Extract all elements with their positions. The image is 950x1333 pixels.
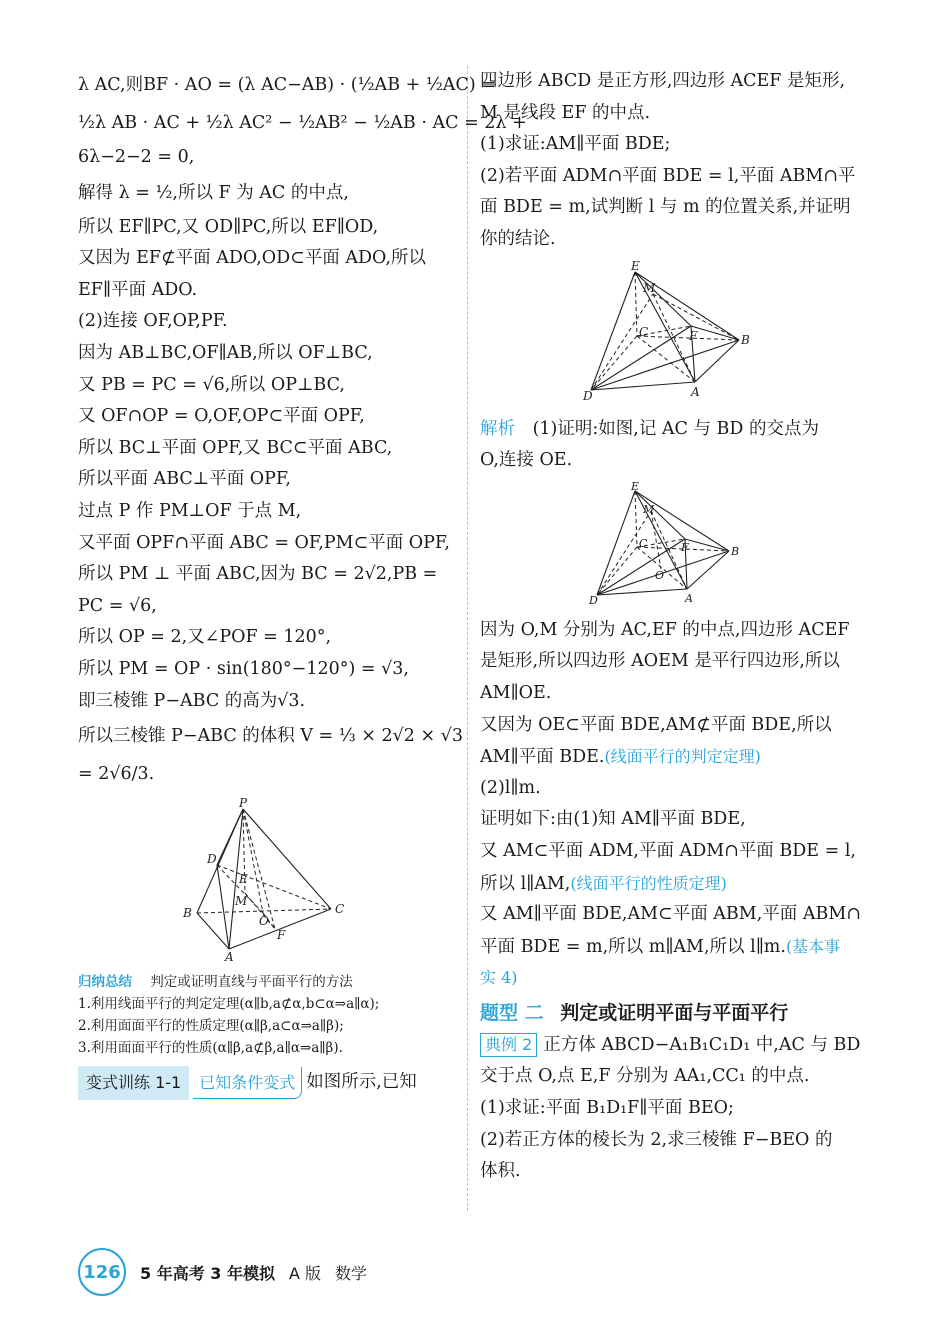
label-e: E [631, 479, 640, 493]
label-d: D [207, 852, 217, 867]
label-p: P [239, 796, 248, 811]
label-c: C [639, 536, 648, 550]
hint: (线面平行的性质定理) [570, 873, 727, 893]
label-o: O [655, 568, 665, 582]
text-line: (2)连接 OF,OP,PF. [78, 311, 228, 332]
label-f: F [277, 928, 286, 943]
page-footer [78, 1248, 367, 1296]
hint: (线面平行的判定定理) [604, 747, 761, 767]
variant-row [78, 1067, 454, 1099]
label-c: C [639, 324, 649, 339]
label-o: O [259, 914, 269, 929]
text-span: 所以 l∥AM, [480, 873, 571, 894]
text-line: 又 AM⊂平面 ADM,平面 ADM∩平面 BDE = l, [480, 840, 856, 861]
label-a: A [225, 950, 234, 965]
label-e: E [631, 258, 640, 273]
text-line: 所以 BC⊥平面 OPF,又 BC⊂平面 ABC, [78, 437, 393, 458]
text-line: 所以三棱锥 P−ABC 的体积 V = ⅓ × 2√2 × √3 [78, 726, 464, 747]
text-line: 四边形 ABCD 是正方形,四边形 ACEF 是矩形, [480, 71, 846, 91]
text-line: AM∥OE. [480, 682, 552, 703]
text-line: 交于点 O,点 E,F 分别为 AA₁,CC₁ 的中点. [480, 1066, 810, 1087]
text-line: 因为 AB⊥BC,OF∥AB,所以 OF⊥BC, [78, 342, 373, 363]
text-line: 所以 OP = 2,又∠POF = 120°, [78, 627, 332, 648]
label-b: B [741, 332, 750, 347]
hint: (基本事 [785, 936, 841, 956]
text-line: EF∥平面 ADO. [78, 279, 198, 300]
label-f: F [689, 328, 698, 343]
label-d: D [589, 593, 598, 607]
text-line: 所以 PM ⊥ 平面 ABC,因为 BC = 2√2,PB = [78, 564, 438, 585]
book-edition: A 版 [288, 1263, 322, 1283]
analysis-line [480, 414, 858, 446]
variant-tag: 已知条件变式 [193, 1067, 302, 1100]
label-b: B [731, 544, 740, 558]
analysis-label: 解析 [480, 418, 515, 439]
summary-item: 1.利用线面平行的判定定理(α∥b,a⊄α,b⊂α⇒a∥α); [78, 996, 380, 1013]
label-b: B [183, 906, 192, 921]
text-line: 又平面 OPF∩平面 ABC = OF,PM⊂平面 OPF, [78, 532, 450, 553]
hint-line: 实 4) [480, 968, 518, 988]
section-num: 二 [524, 1001, 544, 1024]
text-line: 过点 P 作 PM⊥OF 于点 M, [78, 500, 302, 521]
variant-label: 变式训练 1-1 [78, 1066, 189, 1100]
label-f: F [681, 540, 689, 554]
text-line: ½λ AB · AC + ½λ AC² − ½AB² − ½AB · AC = 2λ + [78, 113, 527, 133]
text-line: 6λ−2−2 = 0, [78, 147, 195, 167]
text-line [480, 741, 858, 773]
text-line [480, 868, 858, 900]
solid-figure-1 [579, 258, 759, 404]
text-line: 你的结论. [480, 228, 556, 249]
text-line: 又因为 EF⊄平面 ADO,OD⊂平面 ADO,所以 [78, 248, 426, 269]
pyramid-figure [181, 796, 351, 965]
text-line [480, 931, 858, 963]
book-title: 5 年高考 3 年模拟 [140, 1263, 275, 1283]
text-line: 是矩形,所以四边形 AOEM 是平行四边形,所以 [480, 651, 840, 672]
analysis-text: (1)证明:如图,记 AC 与 BD 的交点为 [532, 418, 819, 439]
text-line: 体积. [480, 1161, 521, 1182]
section-kind: 题型 [480, 1001, 519, 1024]
text-line: (2)若正方体的棱长为 2,求三棱锥 F−BEO 的 [480, 1129, 833, 1150]
text-line: 因为 O,M 分别为 AC,EF 的中点,四边形 ACEF [480, 619, 850, 640]
text-span: 平面 BDE = m,所以 m∥AM,所以 l∥m. [480, 936, 786, 957]
section-title [480, 996, 858, 1030]
text-line: O,连接 OE. [480, 450, 573, 471]
label-c: C [335, 902, 345, 917]
summary-title: 判定或证明直线与平面平行的方法 [150, 974, 353, 991]
text-line: 面 BDE = m,试判断 l 与 m 的位置关系,并证明 [480, 197, 851, 218]
text-line: (2)若平面 ADM∩平面 BDE = l,平面 ABM∩平 [480, 165, 856, 186]
text-line: 所以平面 ABC⊥平面 OPF, [78, 469, 291, 490]
text-line: λ AC,则BF · AO = (λ AC−AB) · (½AB + ½AC) = [78, 75, 496, 95]
text-line: 又 PB = PC = √6,所以 OP⊥BC, [78, 374, 345, 395]
text-line: 所以 EF∥PC,又 OD∥PC,所以 EF∥OD, [78, 216, 379, 237]
example-tag: 典例 2 [480, 1033, 537, 1057]
text-line: 解得 λ = ½,所以 F 为 AC 的中点, [78, 182, 349, 203]
label-m: M [643, 502, 655, 516]
right-column [480, 66, 861, 1188]
text-line: M 是线段 EF 的中点. [480, 102, 651, 123]
label-d: D [583, 388, 593, 403]
text-line: 又 AM∥平面 BDE,AM⊂平面 ABM,平面 ABM∩ [480, 904, 861, 925]
text-span: 正方体 ABCD−A₁B₁C₁D₁ 中,AC 与 BD [543, 1034, 861, 1055]
variant-text: 如图所示,已知 [306, 1072, 417, 1093]
label-e: E [239, 872, 248, 887]
text-line: (2)l∥m. [480, 777, 541, 798]
text-line: 又 OF∩OP = O,OF,OP⊂平面 OPF, [78, 406, 365, 427]
text-line: PC = √6, [78, 595, 157, 616]
label-m: M [643, 280, 656, 295]
text-line: 所以 PM = OP · sin(180°−120°) = √3, [78, 658, 409, 679]
text-line: 即三棱锥 P−ABC 的高为√3. [78, 690, 306, 711]
example-line [480, 1030, 861, 1062]
summary-item: 2.利用面面平行的性质定理(α∥β,a⊂α⇒a∥β); [78, 1018, 344, 1035]
summary-box [78, 971, 454, 1059]
text-line: (1)求证:AM∥平面 BDE; [480, 134, 671, 155]
column-divider [467, 66, 468, 1211]
section-heading: 判定或证明平面与平面平行 [560, 1001, 789, 1024]
text-line: (1)求证:平面 B₁D₁F∥平面 BEO; [480, 1098, 734, 1119]
book-subject: 数学 [335, 1263, 368, 1283]
text-line: = 2√6/3. [78, 764, 155, 785]
text-line: 证明如下:由(1)知 AM∥平面 BDE, [480, 809, 746, 830]
page-number: 126 [78, 1248, 126, 1296]
summary-heading: 归纳总结 [78, 974, 132, 991]
label-m: M [235, 894, 248, 909]
text-span: AM∥平面 BDE. [480, 747, 605, 768]
label-a: A [691, 384, 700, 399]
label-a: A [685, 591, 693, 605]
text-line: 又因为 OE⊂平面 BDE,AM⊄平面 BDE,所以 [480, 714, 832, 735]
summary-item: 3.利用面面平行的性质(α∥β,a⊄β,a∥α⇒a∥β). [78, 1040, 343, 1057]
solid-figure-2 [589, 479, 749, 607]
